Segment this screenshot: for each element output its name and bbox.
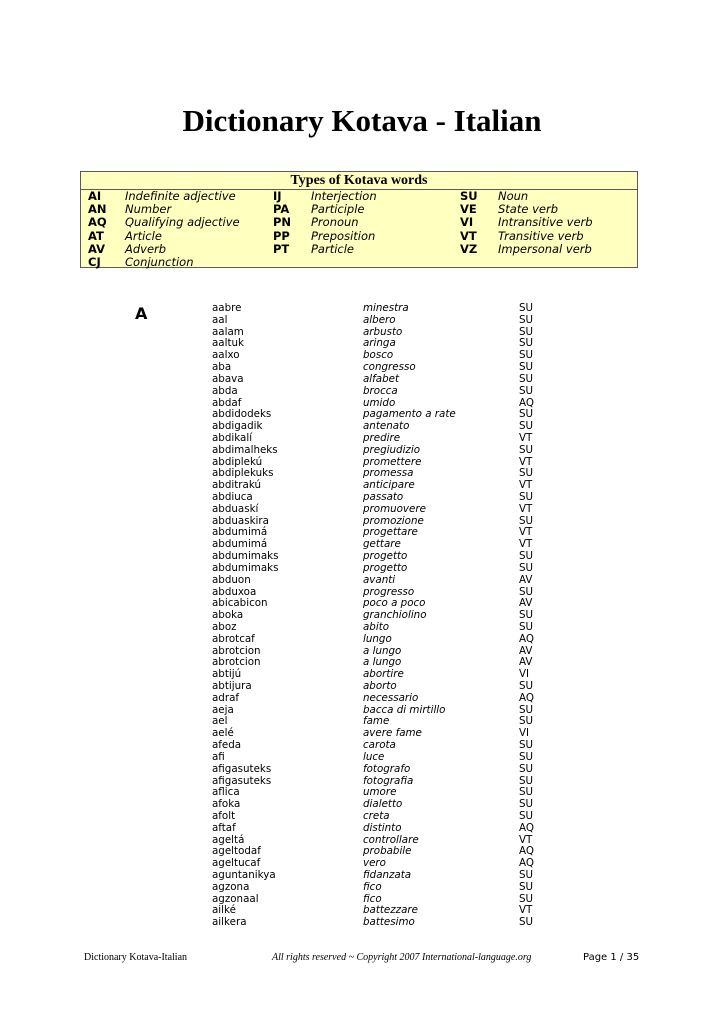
kotava-word: abdumimá [212, 538, 268, 551]
italian-translation: fame [363, 715, 390, 728]
italian-translation: fidanzata [363, 869, 412, 881]
word-type-code: SU [519, 609, 534, 622]
word-type-code: PN [273, 215, 292, 230]
word-type-code: SU [519, 916, 534, 929]
dictionary-entry [0, 492, 724, 504]
italian-translation: avere fame [363, 727, 422, 740]
dictionary-entry [0, 445, 724, 457]
dictionary-entry [0, 799, 724, 811]
dictionary-entry [0, 858, 724, 870]
italian-translation: controllare [363, 833, 419, 846]
word-type-code: VT [519, 526, 533, 539]
word-type-code: SU [519, 680, 534, 692]
dictionary-entry [0, 598, 724, 610]
kotava-word: aelé [212, 727, 234, 740]
dictionary-entry [0, 587, 724, 599]
word-type-code: SU [519, 750, 534, 763]
word-type-name: Number [125, 202, 172, 217]
kotava-word: abicabicon [212, 597, 268, 610]
kotava-word: afolt [212, 809, 236, 822]
word-type-code: SU [519, 892, 534, 905]
dictionary-entry [0, 870, 724, 882]
word-type-name: Article [125, 228, 162, 243]
dictionary-entry [0, 716, 724, 728]
word-type-code: AT [88, 228, 104, 243]
dictionary-entry [0, 303, 724, 315]
word-type-name: Particle [311, 241, 355, 256]
kotava-word: abditrakú [212, 479, 261, 492]
word-type-code: AV [519, 644, 533, 657]
italian-translation: passato [363, 491, 404, 503]
word-type-code: VT [519, 479, 533, 492]
dictionary-entry [0, 350, 724, 362]
italian-translation: progetto [363, 561, 408, 574]
word-type-code: PP [273, 228, 290, 243]
italian-translation: aborto [363, 680, 397, 692]
italian-translation: alfabet [363, 372, 400, 385]
word-type-name: Interjection [311, 189, 377, 203]
kotava-word: aaltuk [212, 337, 245, 350]
word-types-legend [80, 171, 638, 268]
italian-translation: promessa [363, 467, 414, 480]
word-type-code: AV [88, 241, 106, 256]
dictionary-entry [0, 398, 724, 410]
word-type-name: Intransitive verb [498, 215, 593, 230]
word-type-name: Participle [311, 202, 365, 217]
italian-translation: abortire [363, 668, 404, 681]
italian-translation: abito [363, 620, 390, 633]
italian-translation: avanti [363, 573, 396, 586]
kotava-word: abrotcion [212, 656, 261, 669]
kotava-word: afeda [212, 739, 242, 752]
italian-translation: dialetto [363, 798, 403, 811]
italian-translation: predire [363, 431, 401, 444]
word-type-code: SU [519, 798, 534, 811]
word-type-code: VT [519, 455, 533, 468]
kotava-word: abduon [212, 573, 251, 586]
dictionary-entry [0, 705, 724, 717]
word-type-code: SU [519, 313, 534, 326]
dictionary-entry [0, 338, 724, 350]
dictionary-entry [0, 764, 724, 776]
kotava-word: adraf [212, 691, 240, 704]
word-type-code: SU [519, 420, 534, 433]
word-type-code: AQ [88, 215, 107, 230]
italian-translation: gettare [363, 538, 401, 551]
dictionary-entry [0, 622, 724, 634]
dictionary-entry [0, 811, 724, 823]
word-type-code: PT [273, 241, 290, 256]
italian-translation: fico [363, 892, 382, 905]
word-type-code: AQ [519, 857, 534, 870]
footer-title: Dictionary Kotava-Italian [84, 952, 188, 963]
italian-translation: albero [363, 313, 396, 326]
kotava-word: afi [212, 750, 225, 763]
dictionary-entry [0, 846, 724, 858]
dictionary-entry [0, 728, 724, 740]
kotava-word: abdidodeks [212, 408, 272, 421]
kotava-word: abava [212, 372, 244, 385]
word-type-code: AI [88, 189, 102, 203]
italian-translation: fotografia [363, 774, 414, 787]
word-type-code: CJ [88, 254, 101, 269]
word-type-code: VI [519, 727, 530, 740]
italian-translation: aringa [363, 337, 396, 350]
word-type-code: SU [519, 880, 534, 893]
word-type-code: SU [519, 715, 534, 728]
kotava-word: aba [212, 361, 232, 374]
word-type-code: AQ [519, 821, 534, 834]
kotava-word: abrotcaf [212, 632, 255, 645]
word-type-code: SU [519, 550, 534, 563]
italian-translation: bacca di mirtillo [363, 703, 446, 716]
italian-translation: lungo [363, 632, 392, 645]
kotava-word: ailkera [212, 916, 247, 929]
word-types-title: Types of Kotava words [81, 172, 637, 190]
italian-translation: fico [363, 880, 382, 893]
word-type-code: SU [519, 585, 534, 598]
dictionary-entry [0, 468, 724, 480]
kotava-word: abdaf [212, 396, 242, 409]
italian-translation: promuovere [363, 502, 426, 515]
dictionary-entry [0, 776, 724, 788]
dictionary-entry [0, 693, 724, 705]
dictionary-entry [0, 610, 724, 622]
word-type-code: SU [519, 774, 534, 787]
kotava-word: aalxo [212, 349, 240, 362]
kotava-word: aalam [212, 325, 244, 338]
word-type-code: AQ [519, 632, 534, 645]
page-footer [0, 951, 724, 965]
word-type-code: SU [519, 809, 534, 822]
kotava-word: aflica [212, 786, 240, 799]
dictionary-entry [0, 646, 724, 658]
italian-translation: a lungo [363, 656, 402, 669]
footer-copyright: All rights reserved ~ Copyright 2007 International-language.org [272, 952, 532, 963]
word-type-code: SU [519, 302, 534, 314]
word-type-code: AV [519, 573, 533, 586]
kotava-word: agzonaal [212, 892, 259, 905]
italian-translation: umido [363, 396, 396, 409]
italian-translation: brocca [363, 384, 398, 397]
dictionary-entry [0, 563, 724, 575]
italian-translation: promettere [363, 455, 422, 468]
word-type-code: VI [460, 215, 474, 230]
word-type-code: SU [519, 491, 534, 503]
word-type-code: VE [460, 202, 477, 217]
italian-translation: pagamento a rate [363, 408, 456, 421]
word-type-code: VT [519, 538, 533, 551]
italian-translation: progresso [363, 585, 415, 598]
footer-page-number: Page 1 / 35 [583, 952, 640, 963]
kotava-word: ageltá [212, 833, 245, 846]
italian-translation: probabile [363, 845, 412, 858]
dictionary-entry [0, 527, 724, 539]
section-letter: A [135, 304, 148, 323]
word-type-name: State verb [498, 202, 559, 217]
dictionary-entry [0, 315, 724, 327]
dictionary-entry [0, 634, 724, 646]
word-type-code: SU [519, 739, 534, 752]
word-type-code: SU [519, 443, 534, 456]
word-type-code: SU [519, 703, 534, 716]
word-type-code: SU [519, 620, 534, 633]
kotava-word: abdiplekú [212, 455, 263, 468]
italian-translation: pregiudizio [363, 443, 420, 456]
kotava-word: abrotcion [212, 644, 261, 657]
kotava-word: ael [212, 715, 228, 728]
dictionary-entry [0, 905, 724, 917]
word-type-code: VI [519, 668, 530, 681]
kotava-word: abdiplekuks [212, 467, 274, 480]
italian-translation: anticipare [363, 479, 415, 492]
italian-translation: carota [363, 739, 396, 752]
kotava-word: abtijura [212, 680, 252, 692]
italian-translation: battesimo [363, 916, 415, 929]
dictionary-entry [0, 669, 724, 681]
word-type-name: Transitive verb [498, 228, 584, 243]
word-type-code: SU [519, 384, 534, 397]
dictionary-entry [0, 681, 724, 693]
italian-translation: progetto [363, 550, 408, 563]
page-title: Dictionary Kotava - Italian [182, 103, 542, 138]
word-type-code: AV [519, 597, 533, 610]
kotava-word: abdumimaks [212, 550, 279, 563]
word-type-code: AN [88, 202, 107, 217]
italian-translation: vero [363, 857, 386, 870]
italian-translation: distinto [363, 821, 402, 834]
italian-translation: luce [363, 750, 385, 763]
word-type-code: SU [519, 561, 534, 574]
kotava-word: abduxoa [212, 585, 257, 598]
italian-translation: a lungo [363, 644, 402, 657]
kotava-word: abduaskira [212, 514, 269, 527]
word-type-code: SU [519, 467, 534, 480]
kotava-word: afigasuteks [212, 774, 272, 787]
kotava-word: abda [212, 384, 238, 397]
word-type-code: SU [519, 325, 534, 338]
word-type-code: VT [519, 431, 533, 444]
kotava-word: abtijú [212, 668, 242, 681]
word-type-code: SU [519, 786, 534, 799]
dictionary-entry [0, 575, 724, 587]
kotava-word: ageltucaf [212, 857, 261, 870]
dictionary-entry [0, 409, 724, 421]
word-type-code: AQ [519, 691, 534, 704]
word-type-code: VT [519, 833, 533, 846]
dictionary-entries [0, 303, 724, 929]
dictionary-entry [0, 835, 724, 847]
dictionary-entry [0, 894, 724, 906]
italian-translation: promozione [363, 514, 424, 527]
kotava-word: aboka [212, 609, 244, 622]
word-type-name: Adverb [125, 241, 167, 256]
word-type-code: AV [519, 656, 533, 669]
word-type-code: SU [519, 869, 534, 881]
dictionary-entry [0, 421, 724, 433]
dictionary-entry [0, 457, 724, 469]
kotava-word: agzona [212, 880, 250, 893]
italian-translation: umore [363, 786, 397, 799]
word-type-code: VZ [460, 241, 478, 256]
italian-translation: creta [363, 809, 390, 822]
dictionary-entry [0, 917, 724, 929]
italian-translation: granchiolino [363, 609, 427, 622]
dictionary-entry [0, 740, 724, 752]
dictionary-entry [0, 823, 724, 835]
kotava-word: abduaskí [212, 502, 259, 515]
kotava-word: abdumimá [212, 526, 268, 539]
kotava-word: ailké [212, 904, 236, 917]
dictionary-entry [0, 551, 724, 563]
kotava-word: afoka [212, 798, 241, 811]
italian-translation: arbusto [363, 325, 403, 338]
kotava-word: afigasuteks [212, 762, 272, 775]
kotava-word: aeja [212, 703, 234, 716]
dictionary-entry [0, 516, 724, 528]
dictionary-entry [0, 386, 724, 398]
italian-translation: poco a poco [363, 597, 426, 610]
dictionary-entry [0, 539, 724, 551]
word-type-code: AQ [519, 396, 534, 409]
kotava-word: aguntanikya [212, 869, 276, 881]
word-type-code: SU [519, 514, 534, 527]
dictionary-entry [0, 327, 724, 339]
dictionary-entry [0, 480, 724, 492]
kotava-word: abdumimaks [212, 561, 279, 574]
kotava-word: abdiuca [212, 491, 253, 503]
word-type-code: VT [519, 502, 533, 515]
kotava-word: abdigadik [212, 420, 263, 433]
italian-translation: progettare [363, 526, 418, 539]
word-type-name: Conjunction [125, 254, 194, 269]
word-type-code: SU [519, 762, 534, 775]
italian-translation: fotografo [363, 762, 411, 775]
dictionary-entry [0, 374, 724, 386]
dictionary-entry [0, 362, 724, 374]
kotava-word: aftaf [212, 821, 236, 834]
word-type-code: SU [519, 361, 534, 374]
italian-translation: congresso [363, 361, 416, 374]
dictionary-entry [0, 504, 724, 516]
word-type-code: SU [519, 337, 534, 350]
word-type-code: SU [519, 408, 534, 421]
word-type-code: AQ [519, 845, 534, 858]
word-type-name: Noun [498, 189, 529, 203]
italian-translation: minestra [363, 302, 409, 314]
kotava-word: ageltodaf [212, 845, 261, 858]
dictionary-entry [0, 752, 724, 764]
word-type-code: SU [460, 189, 478, 203]
word-type-code: IJ [273, 189, 282, 203]
word-type-name: Impersonal verb [498, 241, 592, 256]
dictionary-entry [0, 657, 724, 669]
italian-translation: bosco [363, 349, 394, 362]
italian-translation: necessario [363, 691, 419, 704]
word-type-code: SU [519, 372, 534, 385]
dictionary-entry [0, 433, 724, 445]
word-type-name: Indefinite adjective [125, 189, 236, 203]
word-type-code: VT [519, 904, 533, 917]
word-type-name: Pronoun [311, 215, 359, 230]
kotava-word: aal [212, 313, 228, 326]
word-type-name: Preposition [311, 228, 376, 243]
italian-translation: battezzare [363, 904, 418, 917]
kotava-word: aboz [212, 620, 237, 633]
word-type-code: PA [273, 202, 290, 217]
word-type-name: Qualifying adjective [125, 215, 240, 230]
kotava-word: abdikalí [212, 431, 253, 444]
word-type-code: SU [519, 349, 534, 362]
italian-translation: antenato [363, 420, 410, 433]
dictionary-entry [0, 882, 724, 894]
dictionary-entry [0, 787, 724, 799]
word-type-code: VT [460, 228, 477, 243]
kotava-word: aabre [212, 302, 242, 314]
kotava-word: abdimalheks [212, 443, 278, 456]
